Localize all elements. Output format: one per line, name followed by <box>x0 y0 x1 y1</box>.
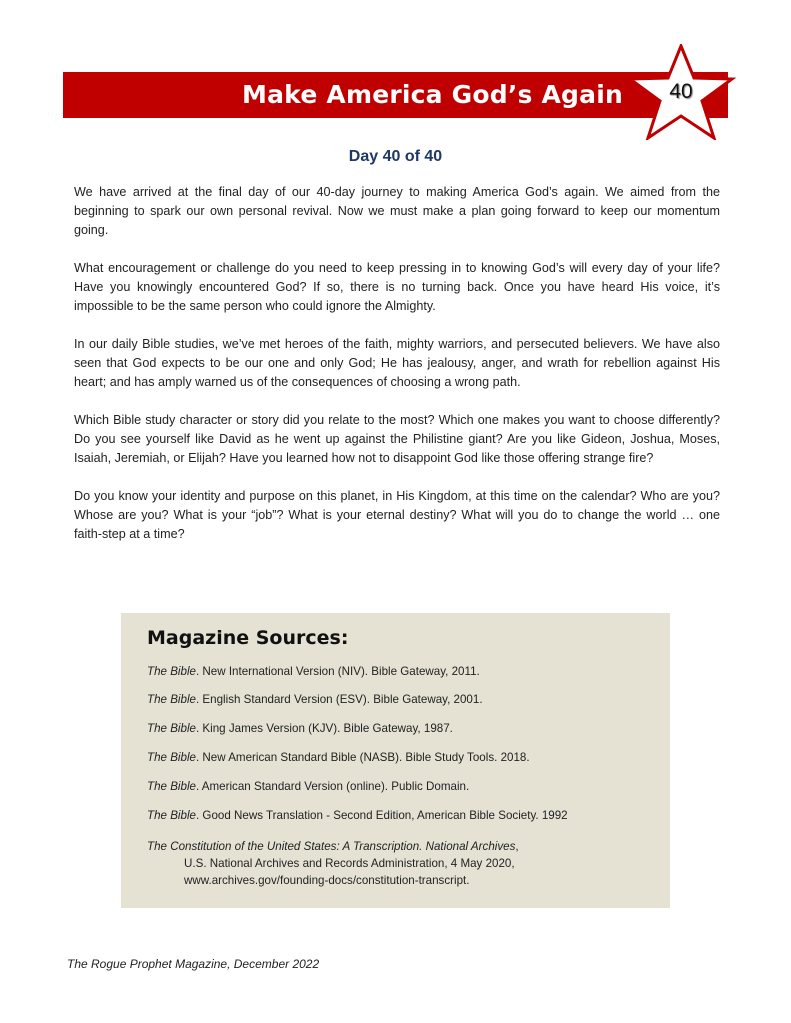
source-punct: , <box>515 840 519 853</box>
paragraph: What encouragement or challenge do you need to keep pressing in to knowing God’s will every day of your life? Have you knowingly encountered God? If so, there is no turning back. Once you have heard His voice, it’s impossible to be the same person who could ignore the Almighty. <box>74 261 720 313</box>
paragraph: We have arrived at the final day of our 40-day journey to making America God’s again. We aimed from the beginning to spark our own personal revival. Now we must make a plan going forward to keep our momentum going. <box>74 185 720 237</box>
source-detail: . New International Version (NIV). Bible Gateway, 2011. <box>195 665 480 678</box>
source-title: The Bible <box>147 665 196 678</box>
article-body <box>74 183 720 563</box>
source-item <box>147 722 453 735</box>
source-item-constitution <box>147 838 519 889</box>
paragraph: Which Bible study character or story did you relate to the most? Which one makes you want to choose differently? Do you see yourself like David as he went up against the Philistine giant? Are you like Gideon, Joshua, Moses, Isaiah, Jeremiah, or Elijah? Have you learned how not to disappoint God like those offering strange fire? <box>74 413 720 465</box>
source-detail: . New American Standard Bible (NASB). Bible Study Tools. 2018. <box>195 751 530 764</box>
source-detail: . Good News Translation - Second Edition, American Bible Society. 1992 <box>195 809 568 822</box>
source-url: www.archives.gov/founding-docs/constitution-transcript. <box>184 874 470 887</box>
source-detail: U.S. National Archives and Records Administration, 4 May 2020, <box>184 857 515 870</box>
source-title: The Bible <box>147 809 196 822</box>
sources-box <box>121 613 670 908</box>
source-title: The Bible <box>147 780 196 793</box>
paragraph: In our daily Bible studies, we’ve met heroes of the faith, mighty warriors, and persecuted believers. We have also seen that God expects to be our one and only God; He has jealousy, anger, and wrath for rebellion against His heart; and has amply warned us of the consequences of choosing a wrong path. <box>74 337 720 389</box>
day-number-badge: 40 <box>669 80 693 103</box>
day-heading: Day 40 of 40 <box>348 148 443 165</box>
source-item <box>147 780 469 793</box>
source-item <box>147 751 530 764</box>
footer-credit: The Rogue Prophet Magazine, December 2022 <box>67 957 320 971</box>
source-title: The Bible <box>147 751 196 764</box>
source-title: The Constitution of the United States: A Transcription. National Archives <box>147 840 516 853</box>
source-detail: . English Standard Version (ESV). Bible Gateway, 2001. <box>195 693 483 706</box>
sources-title: Magazine Sources: <box>147 627 349 649</box>
source-item <box>147 693 483 706</box>
source-detail: . King James Version (KJV). Bible Gateway, 1987. <box>195 722 453 735</box>
source-title: The Bible <box>147 722 196 735</box>
source-item <box>147 665 480 678</box>
source-detail: . American Standard Version (online). Public Domain. <box>195 780 470 793</box>
source-title: The Bible <box>147 693 196 706</box>
source-item <box>147 809 568 822</box>
paragraph: Do you know your identity and purpose on this planet, in His Kingdom, at this time on the calendar? Who are you? Whose are you? What is your “job”? What is your eternal destiny? What will you do to change the world … one faith-step at a time? <box>74 489 720 541</box>
page-title: Make America God’s Again <box>242 80 623 109</box>
